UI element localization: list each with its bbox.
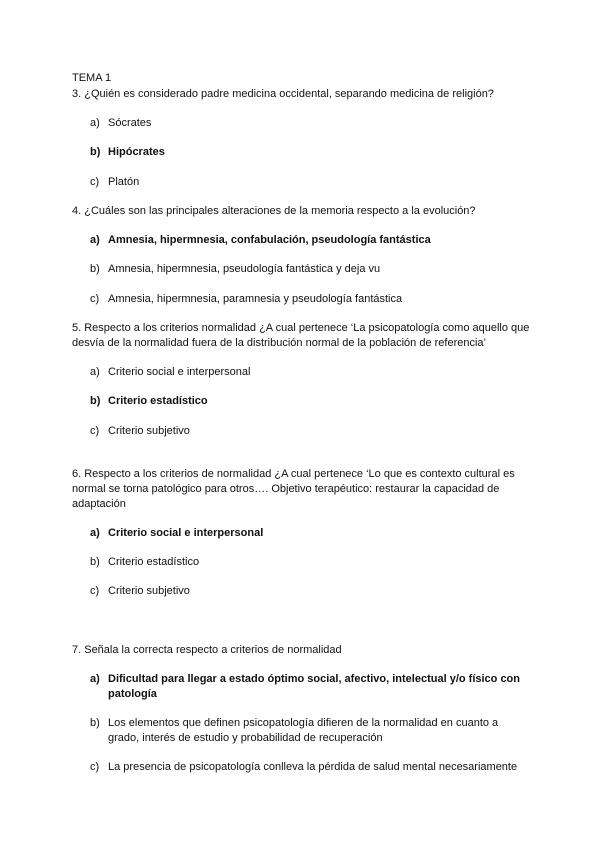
question-4-option-c xyxy=(90,292,530,307)
option-text: Los elementos que definen psicopatología difieren de la normalidad en cuanto a grado, interés de estudio y probabilidad de recuperación xyxy=(108,717,499,744)
option-text: Hipócrates xyxy=(108,146,165,158)
option-letter: c) xyxy=(90,293,100,305)
question-6-option-a-correct xyxy=(90,526,530,541)
question-4-option-a-correct xyxy=(90,233,530,248)
question-6-option-b xyxy=(90,555,530,570)
option-letter: a) xyxy=(90,527,100,539)
question-5-option-a xyxy=(90,365,530,380)
option-letter: c) xyxy=(90,585,100,597)
option-text: Criterio social e interpersonal xyxy=(108,527,264,539)
option-text: Dificultad para llegar a estado óptimo social, afectivo, intelectual y/o físico con patología xyxy=(108,673,520,700)
question-5-option-c xyxy=(90,424,530,439)
option-letter: b) xyxy=(90,146,101,158)
option-letter: c) xyxy=(90,761,100,773)
option-letter: b) xyxy=(90,263,100,275)
option-letter: c) xyxy=(90,425,100,437)
option-text: Criterio subjetivo xyxy=(108,585,190,597)
option-text: Amnesia, hipermnesia, paramnesia y pseudología fantástica xyxy=(108,293,403,305)
question-5-option-b-correct xyxy=(90,394,530,409)
option-text: Criterio subjetivo xyxy=(108,425,190,437)
option-letter: b) xyxy=(90,717,100,729)
question-4-text: 4. ¿Cuáles son las principales alteraciones de la memoria respecto a la evolución? xyxy=(72,205,476,217)
question-3-text: 3. ¿Quién es considerado padre medicina occidental, separando medicina de religión? xyxy=(72,88,494,100)
question-7-text: 7. Señala la correcta respecto a criterios de normalidad xyxy=(72,644,342,656)
question-3-option-b-correct xyxy=(90,145,530,160)
question-3-option-a xyxy=(90,116,530,131)
option-letter: a) xyxy=(90,117,100,129)
option-text: Criterio estadístico xyxy=(108,556,200,568)
option-text: La presencia de psicopatología conlleva la pérdida de salud mental necesariamente xyxy=(108,761,518,773)
option-letter: c) xyxy=(90,176,100,188)
question-4-option-b xyxy=(90,262,530,277)
question-7-option-a-correct xyxy=(90,672,530,702)
option-text: Platón xyxy=(108,176,140,188)
option-text: Criterio social e interpersonal xyxy=(108,366,251,378)
option-text: Sócrates xyxy=(108,117,152,129)
option-letter: a) xyxy=(90,673,100,685)
question-7-option-b xyxy=(90,716,530,746)
option-text: Criterio estadístico xyxy=(108,395,208,407)
option-text: Amnesia, hipermnesia, pseudología fantástica y deja vu xyxy=(108,263,381,275)
question-6-text: 6. Respecto a los criterios de normalidad ¿A cual pertenece ‘Lo que es contexto cultural es normal se torna patológico para otros…. Objetivo terapéutico: restaurar la capacidad de adaptación xyxy=(72,468,515,510)
option-letter: b) xyxy=(90,395,101,407)
option-text: Amnesia, hipermnesia, confabulación, pseudología fantástica xyxy=(108,234,431,246)
page-title: TEMA 1 xyxy=(72,72,112,84)
question-5-text: 5. Respecto a los criterios normalidad ¿A cual pertenece ‘La psicopatología como aquello que desvía de la normalidad fuera de la distribución normal de la población de referencia’ xyxy=(72,322,530,349)
option-letter: a) xyxy=(90,234,100,246)
question-7-option-c xyxy=(90,760,530,775)
question-6-option-c xyxy=(90,584,530,599)
option-letter: a) xyxy=(90,366,100,378)
question-3-option-c xyxy=(90,175,530,190)
option-letter: b) xyxy=(90,556,100,568)
